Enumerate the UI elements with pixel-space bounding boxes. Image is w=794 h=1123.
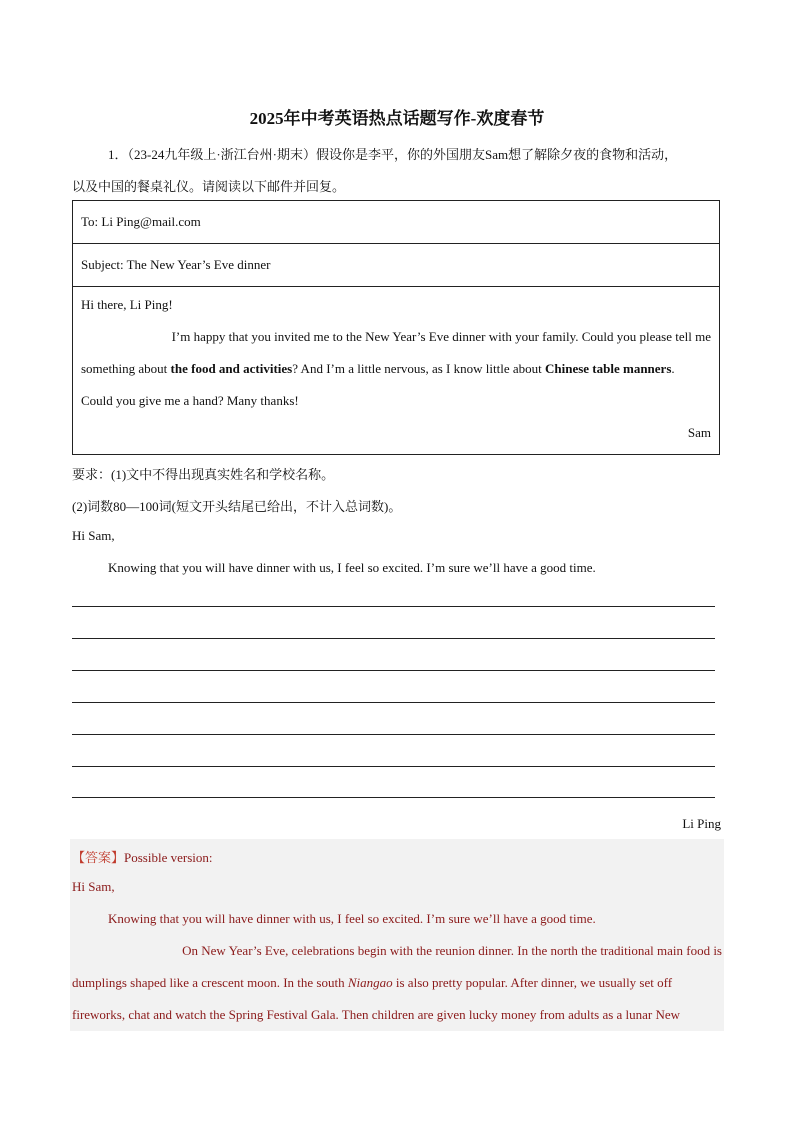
email-line-2-end: . bbox=[671, 361, 675, 376]
answer-line-1: Knowing that you will have dinner with us, I feel so excited. I’m sure we’ll have a good time. bbox=[108, 911, 596, 926]
answer-line-3-end: is also pretty popular. After dinner, we usually set off bbox=[392, 975, 673, 990]
answer-line-3 bbox=[72, 975, 722, 991]
email-box bbox=[72, 200, 720, 455]
question-prompt-line-1: 1．（23-24九年级上·浙江台州·期末）假设你是李平，你的外国朋友Sam想了解除夕夜的食物和活动， bbox=[108, 147, 678, 162]
email-subject: Subject: The New Year’s Eve dinner bbox=[81, 257, 271, 272]
answer-label bbox=[72, 847, 213, 866]
writing-line[interactable] bbox=[72, 702, 715, 703]
writing-line[interactable] bbox=[72, 606, 715, 607]
email-to-row bbox=[73, 201, 719, 244]
answer-section bbox=[70, 839, 724, 1031]
answer-line-3-start: dumplings shaped like a crescent moon. In the south bbox=[72, 975, 348, 990]
email-line-2 bbox=[81, 361, 711, 377]
writing-line[interactable] bbox=[72, 766, 715, 767]
writing-sign: Li Ping bbox=[682, 816, 721, 831]
writing-opening: Knowing that you will have dinner with us, I feel so excited. I’m sure we’ll have a good time. bbox=[108, 560, 596, 575]
writing-line[interactable] bbox=[72, 670, 715, 671]
email-line-2-start: something about bbox=[81, 361, 171, 376]
answer-line-2: On New Year’s Eve, celebrations begin with the reunion dinner. In the north the traditional main food is bbox=[182, 943, 722, 958]
writing-greeting: Hi Sam, bbox=[72, 528, 115, 543]
answer-line-4: fireworks, chat and watch the Spring Festival Gala. Then children are given lucky money from adults as a lunar New bbox=[72, 1007, 681, 1022]
writing-line[interactable] bbox=[72, 638, 715, 639]
email-subject-row bbox=[73, 244, 719, 287]
answer-niangao: Niangao bbox=[347, 975, 393, 990]
question-prompt-line-2: 以及中国的餐桌礼仪。请阅读以下邮件并回复。 bbox=[72, 179, 346, 194]
page-title: 2025年中考英语热点话题写作-欢度春节 bbox=[249, 109, 545, 128]
email-sign: Sam bbox=[687, 425, 711, 440]
answer-greeting: Hi Sam, bbox=[72, 879, 115, 894]
email-highlight-manners: Chinese table manners bbox=[544, 361, 672, 376]
email-greeting: Hi there, Li Ping! bbox=[81, 297, 173, 312]
email-highlight-food: the food and activities bbox=[170, 361, 293, 376]
answer-version: Possible version: bbox=[124, 850, 213, 865]
writing-line[interactable] bbox=[72, 734, 715, 735]
requirement-1: 要求：(1)文中不得出现真实姓名和学校名称。 bbox=[72, 467, 335, 482]
email-line-2-middle: ? And I’m a little nervous, as I know little about bbox=[292, 361, 545, 376]
requirement-2: (2)词数80—100词(短文开头结尾已给出，不计入总词数)。 bbox=[72, 499, 402, 514]
writing-line[interactable] bbox=[72, 797, 715, 798]
answer-tag: 【答案】 bbox=[72, 850, 125, 865]
email-line-3: Could you give me a hand? Many thanks! bbox=[81, 393, 299, 408]
email-line-1: I’m happy that you invited me to the New Year’s Eve dinner with your family. Could you please tell me bbox=[171, 329, 711, 344]
email-to: To: Li Ping@mail.com bbox=[81, 214, 201, 229]
